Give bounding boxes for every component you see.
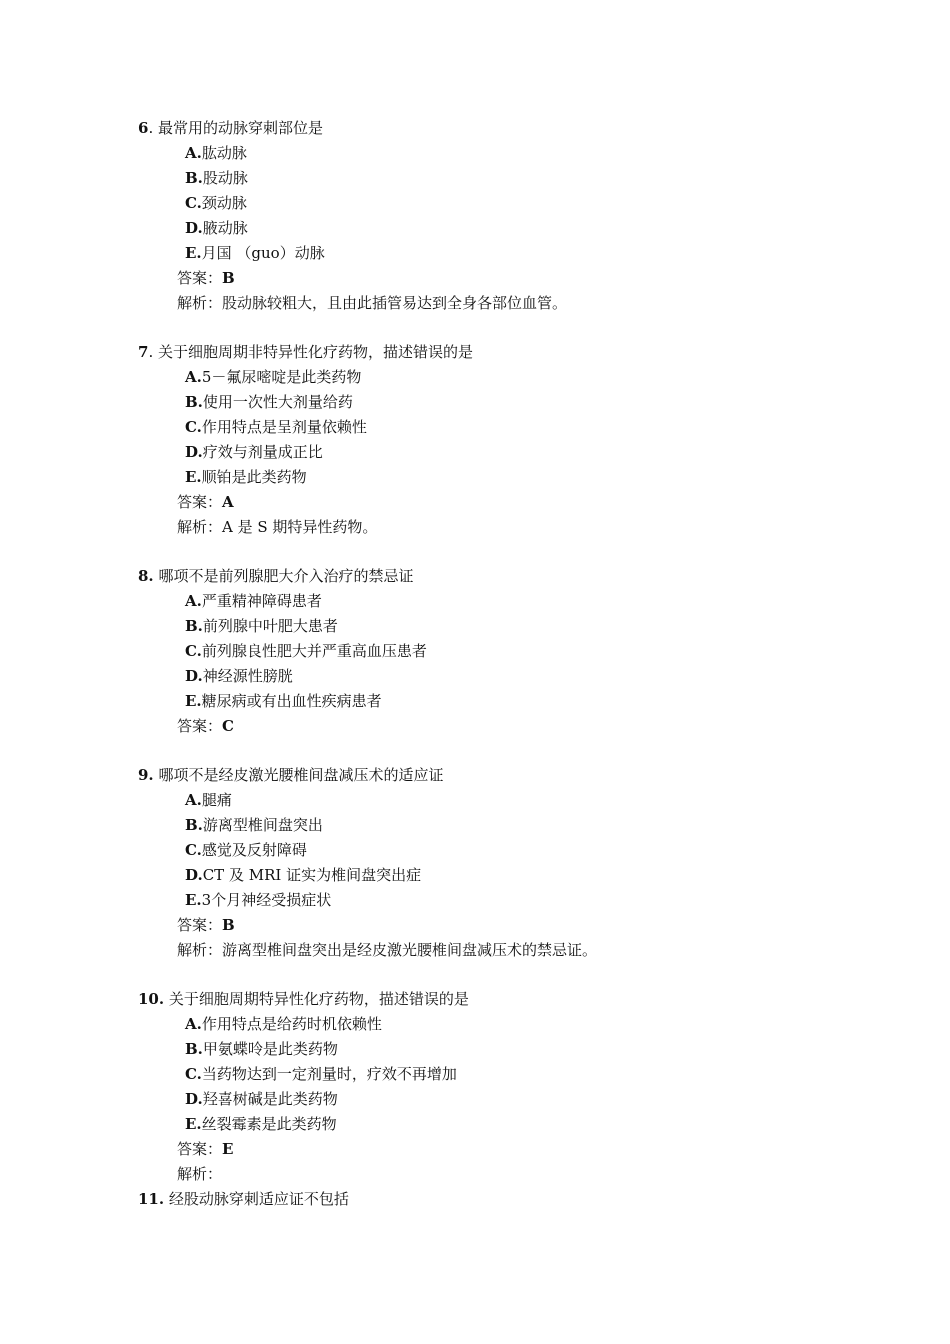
analysis-line: 解析：股动脉较粗大，且由此插管易达到全身各部位血管。 bbox=[177, 294, 568, 312]
option-b: B.前列腺中叶肥大患者 bbox=[185, 617, 338, 635]
option-a: A.作用特点是给药时机依赖性 bbox=[185, 1015, 382, 1033]
question-9 bbox=[138, 763, 858, 963]
answer-value: A bbox=[222, 493, 234, 511]
option-e: E.月国 （guo）动脉 bbox=[185, 244, 325, 262]
option-b: B.甲氨蝶呤是此类药物 bbox=[185, 1040, 338, 1058]
question-text: 关于细胞周期非特异性化疗药物，描述错误的是 bbox=[158, 343, 474, 361]
analysis-line: 解析：游离型椎间盘突出是经皮激光腰椎间盘减压术的禁忌证。 bbox=[177, 941, 598, 959]
option-d: D.神经源性膀胱 bbox=[185, 667, 293, 685]
answer-line: 答案：B bbox=[177, 916, 235, 934]
answer-line: 答案：A bbox=[177, 493, 234, 511]
analysis-line: 解析：A 是 S 期特异性药物。 bbox=[177, 518, 378, 536]
option-b: B.游离型椎间盘突出 bbox=[185, 816, 323, 834]
option-c: C.前列腺良性肥大并严重高血压患者 bbox=[185, 642, 427, 660]
option-a: A.5－氟尿嘧啶是此类药物 bbox=[185, 368, 362, 386]
answer-value: B bbox=[222, 269, 235, 287]
analysis-text: 股动脉较粗大，且由此插管易达到全身各部位血管。 bbox=[222, 294, 568, 312]
question-text: 哪项不是经皮激光腰椎间盘减压术的适应证 bbox=[158, 766, 444, 784]
question-7 bbox=[138, 340, 858, 540]
question-stem bbox=[138, 987, 858, 1012]
option-c: C.当药物达到一定剂量时，疗效不再增加 bbox=[185, 1065, 457, 1083]
option-c: C.颈动脉 bbox=[185, 194, 247, 212]
question-number: 10. bbox=[138, 990, 165, 1008]
option-c: C.感觉及反射障碍 bbox=[185, 841, 307, 859]
option-a: A.严重精神障碍患者 bbox=[185, 592, 322, 610]
answer-value: B bbox=[222, 916, 235, 934]
question-text: 最常用的动脉穿刺部位是 bbox=[158, 119, 324, 137]
question-stem bbox=[138, 564, 858, 589]
question-stem bbox=[138, 763, 858, 788]
analysis-text: A 是 S 期特异性药物。 bbox=[222, 518, 378, 536]
option-c: C.作用特点是呈剂量依赖性 bbox=[185, 418, 367, 436]
question-text: 关于细胞周期特异性化疗药物，描述错误的是 bbox=[168, 990, 469, 1008]
question-number: 9. bbox=[138, 766, 154, 784]
analysis-line: 解析： bbox=[177, 1165, 223, 1183]
option-a: A.肱动脉 bbox=[185, 144, 247, 162]
answer-line: 答案：B bbox=[177, 269, 235, 287]
answer-value: E bbox=[222, 1140, 234, 1158]
question-number: 7 bbox=[138, 343, 149, 361]
option-d: D.羟喜树碱是此类药物 bbox=[185, 1090, 338, 1108]
option-d: D.疗效与剂量成正比 bbox=[185, 443, 323, 461]
answer-line: 答案：C bbox=[177, 717, 234, 735]
option-e: E.糖尿病或有出血性疾病患者 bbox=[185, 692, 382, 710]
option-b: B.使用一次性大剂量给药 bbox=[185, 393, 353, 411]
option-a: A.腿痛 bbox=[185, 791, 232, 809]
question-stem: 7. 关于细胞周期非特异性化疗药物，描述错误的是 bbox=[138, 343, 474, 361]
question-8 bbox=[138, 564, 858, 739]
option-e: E.顺铂是此类药物 bbox=[185, 468, 307, 486]
option-e: E.3个月神经受损症状 bbox=[185, 891, 332, 909]
option-d: D.腋动脉 bbox=[185, 219, 248, 237]
question-stem: 6. 最常用的动脉穿刺部位是 bbox=[138, 119, 324, 137]
question-text: 哪项不是前列腺肥大介入治疗的禁忌证 bbox=[158, 567, 414, 585]
question-11-stem bbox=[138, 1187, 858, 1212]
question-number: 8. bbox=[138, 567, 154, 585]
question-number: 6 bbox=[138, 119, 149, 137]
answer-line: 答案：E bbox=[177, 1140, 234, 1158]
answer-value: C bbox=[222, 717, 234, 735]
analysis-text: 游离型椎间盘突出是经皮激光腰椎间盘减压术的禁忌证。 bbox=[222, 941, 598, 959]
question-6 bbox=[138, 116, 858, 316]
question-text: 经股动脉穿刺适应证不包括 bbox=[168, 1190, 349, 1208]
question-number: 11. bbox=[138, 1190, 165, 1208]
option-d: D.CT 及 MRI 证实为椎间盘突出症 bbox=[185, 866, 422, 884]
option-b: B.股动脉 bbox=[185, 169, 248, 187]
option-e: E.丝裂霉素是此类药物 bbox=[185, 1115, 337, 1133]
question-10 bbox=[138, 987, 858, 1212]
